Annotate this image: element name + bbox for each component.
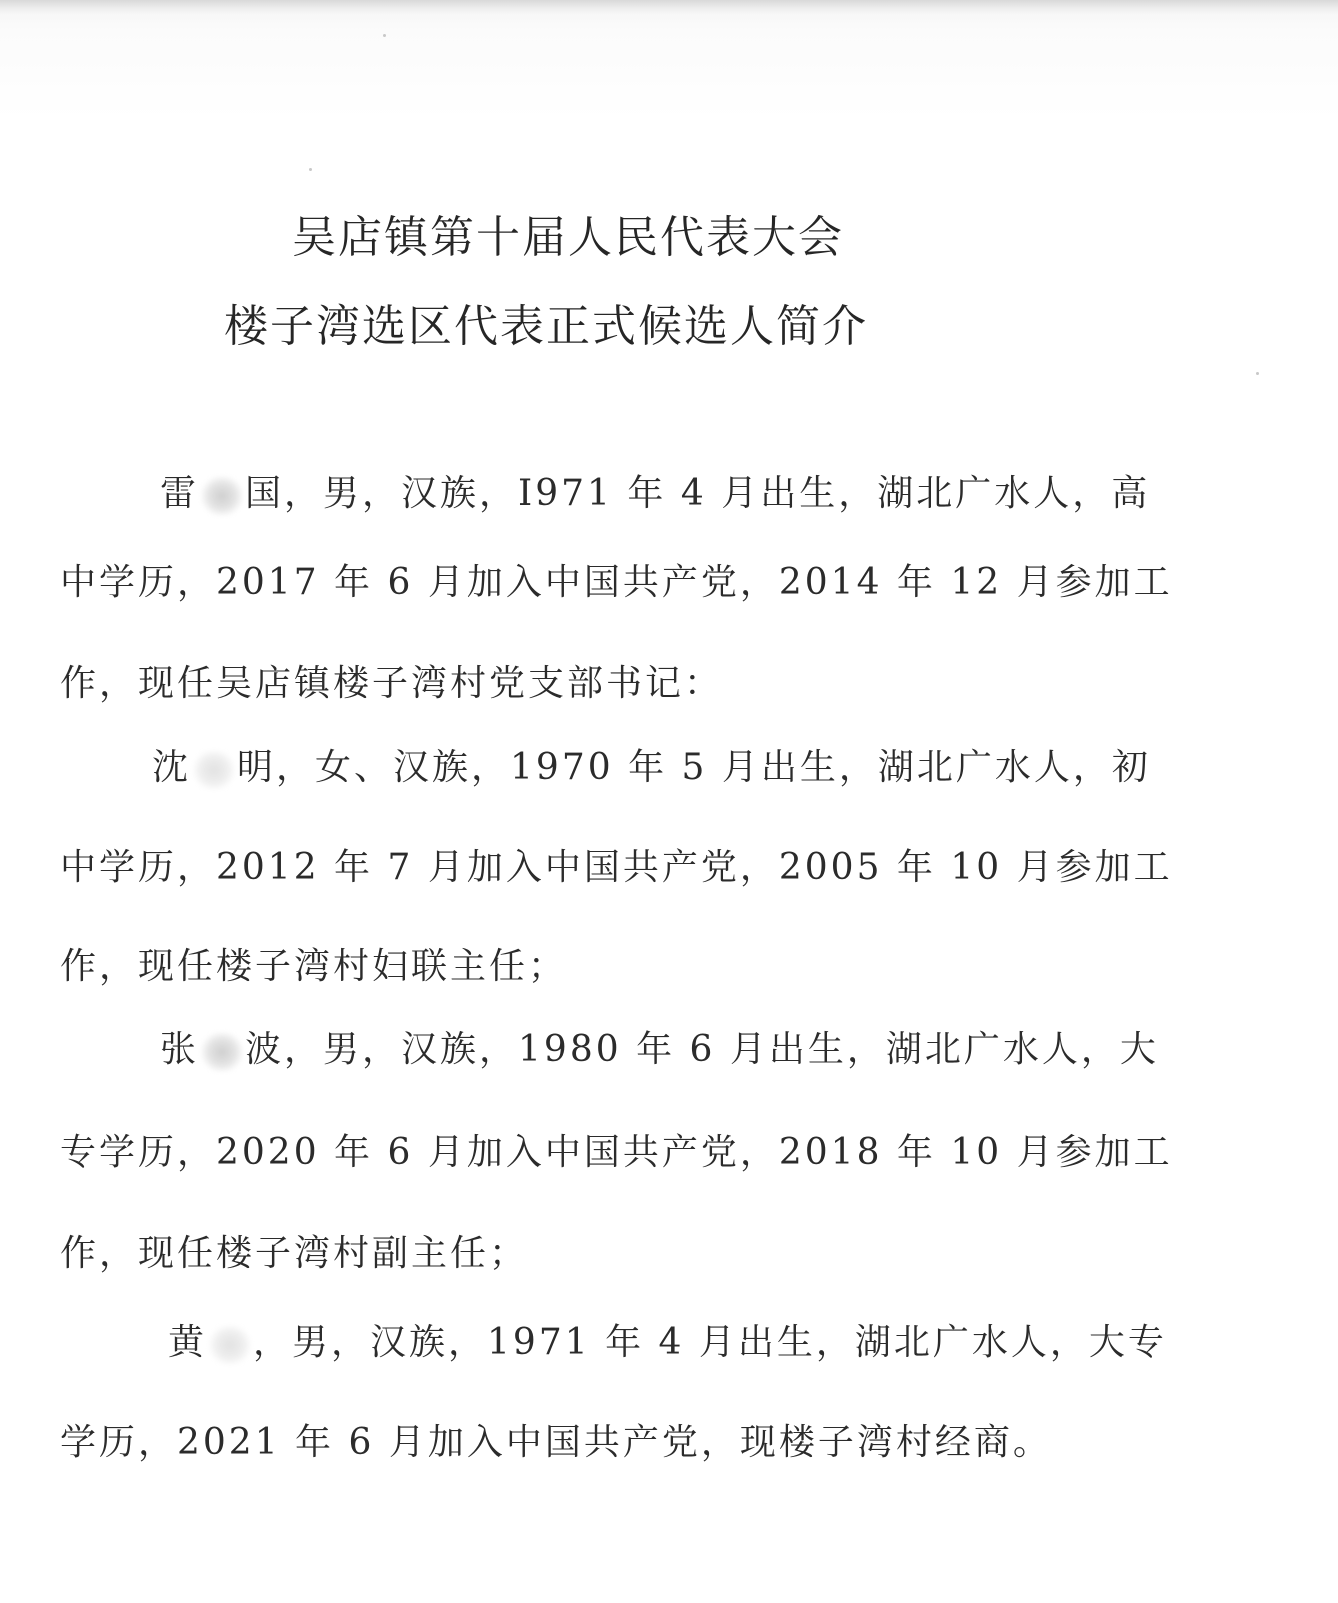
candidate-2-name-first: 沈 (152, 747, 192, 788)
candidate-4-intro: ，男，汉族，1971 年 4 月出生，湖北广水人，大专 (253, 1322, 1167, 1363)
candidate-3-name-first: 张 (160, 1029, 200, 1070)
redacted-name-blur (209, 1325, 251, 1365)
redacted-name-blur (201, 476, 243, 516)
document-title-line1: 吴店镇第十届人民代表大会 (292, 212, 844, 263)
candidate-2-intro: ，女、汉族，1970 年 5 月出生，湖北广水人，初 (276, 747, 1151, 788)
page-top-edge (0, 0, 1338, 14)
candidate-1-line-a (160, 466, 1150, 522)
candidate-1-line-c: 作，现任吴店镇楼子湾村党支部书记： (60, 663, 724, 704)
candidate-1-name-last: 国 (245, 473, 285, 514)
paper-speck (1256, 372, 1259, 375)
candidate-3-intro: ，男，汉族，1980 年 6 月出生，湖北广水人，大 (284, 1029, 1159, 1070)
candidate-1-intro: ，男，汉族，I971 年 4 月出生，湖北广水人，高 (284, 473, 1151, 514)
paper-speck (309, 168, 312, 171)
paper-speck (383, 34, 386, 37)
candidate-4-name-first: 黄 (168, 1322, 208, 1363)
candidate-1-line-b: 中学历，2017 年 6 月加入中国共产党，2014 年 12 月参加工 (60, 562, 1173, 603)
candidate-4-line-a (168, 1315, 1167, 1371)
candidate-1-name-first: 雷 (160, 473, 200, 514)
candidate-4-line-b: 学历，2021 年 6 月加入中国共产党，现楼子湾村经商。 (60, 1422, 1052, 1463)
candidate-3-name-last: 波 (245, 1029, 285, 1070)
candidate-2-line-c: 作，现任楼子湾村妇联主任； (60, 946, 568, 987)
redacted-name-blur (201, 1032, 243, 1072)
candidate-2-line-a (152, 740, 1151, 796)
candidate-2-name-last: 明 (237, 747, 277, 788)
document-title-line2: 楼子湾选区代表正式候选人简介 (224, 301, 868, 352)
redacted-name-blur (193, 750, 235, 790)
candidate-2-line-b: 中学历，2012 年 7 月加入中国共产党，2005 年 10 月参加工 (60, 847, 1173, 888)
candidate-3-line-a (160, 1022, 1159, 1078)
candidate-3-line-c: 作，现任楼子湾村副主任； (60, 1233, 529, 1274)
candidate-3-line-b: 专学历，2020 年 6 月加入中国共产党，2018 年 10 月参加工 (60, 1132, 1173, 1173)
